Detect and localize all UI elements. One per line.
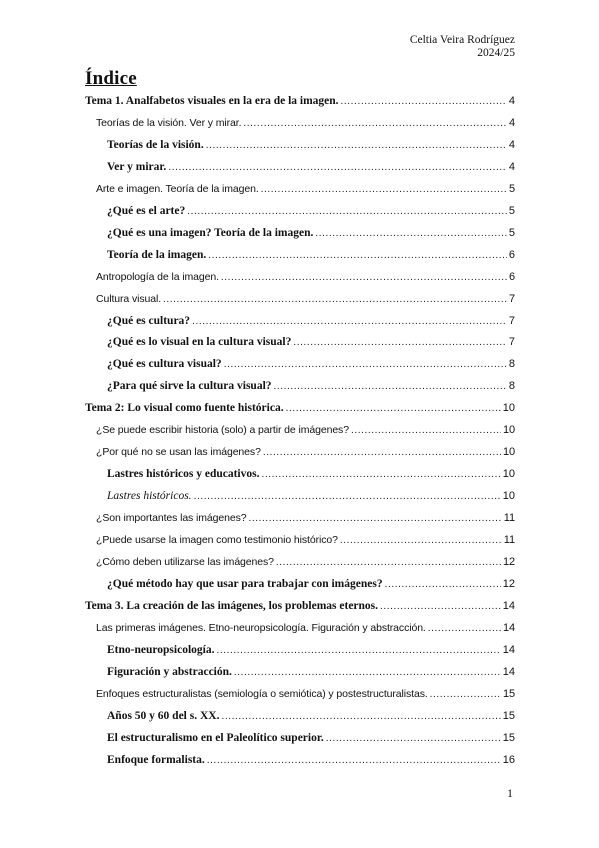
toc-entry-page: 15 xyxy=(502,731,515,744)
dot-leader xyxy=(430,687,501,701)
toc-entry-title: Enfoque formalista. xyxy=(107,753,205,766)
toc-entry-page: 12 xyxy=(502,577,515,590)
toc-entry-page: 6 xyxy=(508,248,515,261)
toc-entry-title: ¿Se puede escribir historia (solo) a partir de imágenes? xyxy=(96,424,349,437)
toc-entry-page: 11 xyxy=(503,512,515,525)
toc-entry-page: 14 xyxy=(502,621,515,634)
dot-leader xyxy=(243,116,507,130)
toc-entry[interactable] xyxy=(85,136,515,152)
toc-entry-page: 10 xyxy=(502,446,515,459)
toc-entry-title: Cultura visual. xyxy=(96,292,162,305)
toc-entry-title: Lastres históricos. xyxy=(107,490,192,503)
toc-entry-page: 11 xyxy=(503,534,515,546)
dot-leader xyxy=(216,643,500,657)
toc-entry[interactable] xyxy=(85,268,515,284)
toc-entry-title: Años 50 y 60 del s. XX. xyxy=(107,709,220,722)
toc-entry[interactable] xyxy=(85,707,515,723)
toc-entry[interactable] xyxy=(85,92,515,108)
dot-leader xyxy=(351,423,501,437)
toc-entry[interactable] xyxy=(85,619,515,635)
toc-entry-page: 4 xyxy=(508,160,515,173)
toc-entry-title: Antropología de la imagen. xyxy=(96,270,219,283)
toc-entry-page: 5 xyxy=(508,226,515,239)
toc-entry-page: 15 xyxy=(502,687,515,700)
toc-entry-title: Las primeras imágenes. Etno-neuropsicología. Figuración y abstracción. xyxy=(96,621,426,634)
toc-entry-title: Teorías de la visión. xyxy=(107,138,204,151)
dot-leader xyxy=(340,533,502,547)
page-header xyxy=(410,34,515,60)
dot-leader xyxy=(315,226,507,240)
dot-leader xyxy=(206,138,507,152)
toc-entry-page: 15 xyxy=(502,709,515,722)
dot-leader xyxy=(249,511,502,525)
toc-entry-title: Ver y mirar. xyxy=(107,160,167,173)
toc-entry[interactable] xyxy=(85,290,515,306)
toc-title: Índice xyxy=(85,68,137,89)
dot-leader xyxy=(234,665,501,679)
dot-leader xyxy=(192,314,507,328)
toc-entry-title: Tema 1. Analfabetos visuales en la era de la imagen. xyxy=(85,95,339,107)
toc-entry[interactable] xyxy=(85,531,515,547)
toc-entry-title: El estructuralismo en el Paleolítico superior. xyxy=(107,731,324,744)
dot-leader xyxy=(207,753,501,767)
page-number: 1 xyxy=(507,786,513,800)
toc-entry-page: 7 xyxy=(508,336,515,349)
dot-leader xyxy=(221,709,500,723)
toc-entry-page: 10 xyxy=(502,468,515,481)
toc-entry-page: 14 xyxy=(502,665,515,678)
toc-entry-page: 10 xyxy=(502,424,515,437)
toc-entry-title: ¿Cómo deben utilizarse las imágenes? xyxy=(96,555,274,568)
author-name: Celtia Veira Rodríguez xyxy=(409,34,515,46)
toc-entry-page: 14 xyxy=(502,599,515,612)
toc-entry-page: 7 xyxy=(508,314,515,327)
toc-entry-page: 14 xyxy=(502,643,515,656)
academic-year: 2024/25 xyxy=(477,47,515,59)
toc-entry[interactable] xyxy=(85,246,515,262)
dot-leader xyxy=(286,401,501,415)
toc-entry-page: 10 xyxy=(502,490,515,503)
toc-entry-page: 8 xyxy=(508,380,515,393)
toc-entry-title: ¿Son importantes las imágenes? xyxy=(96,512,247,525)
toc-entry-title: Figuración y abstracción. xyxy=(107,665,232,678)
toc-entry-title: Teorías de la visión. Ver y mirar. xyxy=(96,116,242,129)
toc-entry-title: ¿Qué método hay que usar para trabajar con imágenes? xyxy=(107,577,383,590)
toc-entry-title: ¿Qué es cultura? xyxy=(107,314,191,327)
toc-entry-page: 10 xyxy=(502,402,515,415)
toc-entry-page: 5 xyxy=(508,204,515,217)
toc-entry-page: 4 xyxy=(508,95,515,107)
toc-entry-title: Tema 2: Lo visual como fuente histórica. xyxy=(85,402,284,415)
toc-entry[interactable] xyxy=(85,663,515,679)
dot-leader xyxy=(194,489,501,503)
toc-entry[interactable] xyxy=(85,377,515,393)
dot-leader xyxy=(221,270,507,284)
toc-entry-page: 7 xyxy=(508,292,515,305)
toc-entry[interactable] xyxy=(85,465,515,481)
toc-entry-title: ¿Qué es el arte? xyxy=(107,204,186,217)
toc-entry[interactable] xyxy=(85,509,515,525)
toc-entry[interactable] xyxy=(85,399,515,415)
toc-entry[interactable] xyxy=(85,641,515,657)
toc-entry[interactable] xyxy=(85,597,515,613)
dot-leader xyxy=(261,467,500,481)
dot-leader xyxy=(187,204,507,218)
dot-leader xyxy=(385,577,501,591)
toc-entry-page: 4 xyxy=(508,116,515,129)
dot-leader xyxy=(168,160,507,174)
dot-leader xyxy=(428,621,501,635)
toc-entry-title: Enfoques estructuralistas (semiología o semiótica) y postestructuralistas. xyxy=(96,687,428,700)
dot-leader xyxy=(276,555,501,569)
toc-entry[interactable] xyxy=(85,575,515,591)
toc-entry[interactable] xyxy=(85,685,515,701)
dot-leader xyxy=(380,599,501,613)
toc-entry[interactable] xyxy=(85,355,515,371)
toc-entry-page: 12 xyxy=(502,555,515,568)
toc-entry[interactable] xyxy=(85,224,515,240)
toc-entry-page: 6 xyxy=(508,270,515,283)
dot-leader xyxy=(326,731,501,745)
toc-entry-title: Arte e imagen. Teoría de la imagen. xyxy=(96,182,259,195)
dot-leader xyxy=(224,357,507,371)
toc-entry-title: ¿Qué es una imagen? Teoría de la imagen. xyxy=(107,226,314,239)
toc-entry[interactable] xyxy=(85,312,515,328)
toc-entry-title: Etno-neuropsicología. xyxy=(107,643,215,656)
dot-leader xyxy=(163,292,507,306)
toc-entry[interactable] xyxy=(85,729,515,745)
toc-entry-page: 4 xyxy=(508,138,515,151)
toc-entry-page: 8 xyxy=(508,358,515,371)
toc-entry-title: ¿Por qué no se usan las imágenes? xyxy=(96,446,261,459)
toc-entry-title: ¿Para qué sirve la cultura visual? xyxy=(107,380,272,393)
toc-entry[interactable] xyxy=(85,487,515,503)
toc-entry[interactable] xyxy=(85,202,515,218)
toc-entry[interactable] xyxy=(85,114,515,130)
toc-entry[interactable] xyxy=(85,443,515,459)
toc-entry-title: Tema 3. La creación de las imágenes, los problemas eternos. xyxy=(85,599,379,612)
toc-entry[interactable] xyxy=(85,421,515,437)
toc-entry[interactable] xyxy=(85,553,515,569)
dot-leader xyxy=(341,94,507,108)
dot-leader xyxy=(263,445,501,459)
toc-entry-title: ¿Qué es cultura visual? xyxy=(107,358,222,371)
toc-entry[interactable] xyxy=(85,180,515,196)
toc-entry-title: ¿Puede usarse la imagen como testimonio histórico? xyxy=(96,534,338,546)
toc-entry[interactable] xyxy=(85,158,515,174)
dot-leader xyxy=(274,379,507,393)
toc-entry-title: ¿Qué es lo visual en la cultura visual? xyxy=(107,336,292,349)
dot-leader xyxy=(293,335,507,349)
toc-entry-title: Lastres históricos y educativos. xyxy=(107,468,260,481)
toc-entry-page: 5 xyxy=(508,182,515,195)
dot-leader xyxy=(261,182,507,196)
toc-entry[interactable] xyxy=(85,751,515,767)
dot-leader xyxy=(208,248,507,262)
toc-entry-title: Teoría de la imagen. xyxy=(107,248,207,261)
toc-entry-page: 16 xyxy=(502,753,515,766)
toc-entry[interactable] xyxy=(85,333,515,349)
